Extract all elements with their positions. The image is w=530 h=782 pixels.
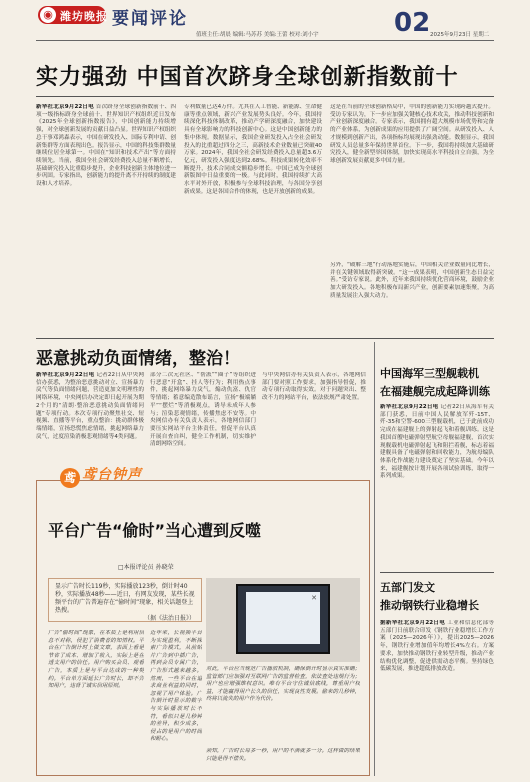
commentary-quote-source: （据《法治日报》） — [143, 615, 195, 622]
article1-column-2 — [184, 104, 322, 334]
article2-dateline: 新华社北京9月22日电 — [36, 372, 95, 378]
column-logo-icon: 鸢 — [60, 468, 80, 488]
right2-dateline: 据新华社北京9月22日电 — [380, 620, 446, 626]
commentary-col1-text: 广告“偷时间”现象，在本质上是利用信息不对称，侵犯了消费者的知情权。平台在广告倒计时上做文章，表面上看是节省了成本、增加了收入，实际上是在透支用户的信任。用户购买会员、观看广告，本质上是与平台达成的一种契约。平台单方面延长广告时长，却不告知用户，违背了诚实信用原则。 — [48, 630, 144, 690]
right1-headline-line1: 中国海军三型舰载机 — [380, 367, 479, 380]
right2-headline-line1: 五部门发文 — [380, 581, 435, 594]
article1-column-1 — [36, 104, 176, 334]
article1-headline: 实力强劲 中国首次跻身全球创新指数前十 — [36, 65, 459, 90]
right1-headline-line2: 在福建舰完成起降训练 — [380, 385, 490, 398]
page-number: 02 — [394, 8, 431, 38]
ad-popup-illustration — [246, 592, 320, 644]
right2-text: 工业和信息化部等五部门日前联合印发《钢铁行业稳增长工作方案（2025—2026年）》，提出2025—2026年，钢铁行业增加值年均增长4%左右。方案要求，加快推动钢铁行业转型升级，推动产业结构优化调整，促进供需动态平衡。坚持绿色低碳发展，推进超低排放改造。 — [380, 620, 494, 673]
commentary-column-3 — [206, 666, 360, 744]
article1-col3-text: 这是在当前的全球创新格局中，中国的创新能力实现跨越式提升。受访专家认为，下一步应加强关键核心技术攻关，推动科技创新和产业创新深度融合。专家表示，我国拥有超大规模市场优势和完备的产业体系，为创新成果的应用提供了广阔空间。从研发投入、人才规模到创新产出，各项指标均展现出强劲动能。数据显示，我国研发人员总量多年保持世界首位。下一步，我国将持续加大基础研究投入，健全新型举国体制，加快实现高水平科技自立自强，为全球创新发展贡献更多中国力量。 — [330, 104, 494, 164]
article1-column-3 — [330, 104, 494, 256]
commentary-col2-text: 近年来，长视频平台为实现盈利，不断探索广告模式，从前贴片广告到中插广告，再到会员专属广告，广告形式越来越多。然而，一些平台在追求商业利益的同时，忽视了用户体验。广告倒计时显示的数字与实际播放时长不符，看似只是几秒钟的差异，积少成多，侵占的是用户的时间和耐心。 — [150, 630, 202, 743]
commentary-column-3-bottom — [206, 748, 360, 772]
staff-credits: 值班主任:胡晨 编辑:马苏苏 美编:王蕾 校对:刘小宇 — [196, 32, 319, 38]
paper-logo-icon: ◉ — [40, 7, 56, 23]
right-column-divider — [374, 342, 375, 776]
right2-body — [380, 620, 494, 776]
article1-col1-text: 首次跻身全球创新指数前十、四项一级指标跻身全球前十、世界知识产权组织近日发布《2025年全球创新指数报告》，中国创新能力持续增强，对全球创新发展的贡献日益凸显。世界知识产权组织总干事邓鸿森表示，中国在研发投入、国际专利申请、创新集群等方面表现出色。报告显示，中国的科技集群数量继续位居全球第一。中国在“知识和技术产出”等方面持续领先。当前，我国全社会研发经费投入总量不断增长，基础研究投入比重稳步提升，企业科技创新主体地位进一步巩固。专家指出，创新能力的提升离不开持续的制度建设和人才培养。 — [36, 104, 176, 188]
commentary-headline: 平台广告“偷时”当心遭到反噬 — [48, 521, 262, 540]
masthead-divider — [36, 40, 494, 41]
commentary-col3-text: 对此，平台应当规范广告播放机制，确保倒计时显示真实准确；监管部门应加强对互联网广告的监督检查，依法查处违规行为；用户也应增强维权意识。唯有平台守住诚信底线，尊重用户权益，才能赢得用户长久的信任，实现良性发展。偷来的几秒钟，终将以流失的用户作为代价。 — [206, 666, 360, 703]
article1-col3-bottom-text: 另外，“破解三地”行动落地实施后，中国相关企业数量同比增长，并在关键领域取得新突破。“这一成果表明，中国创新生态日益完善。”受访专家说。此外，近年来我国持续优化营商环境，鼓励企业加大研发投入。各地积极布局新兴产业，创新要素加速集聚，为高质量发展注入强大动力。 — [330, 262, 494, 299]
article1-column-3-bottom — [330, 262, 494, 334]
article2-column-1 — [36, 372, 144, 470]
article2-col3-text: 与中央网信办有关负责人表示，各地网信部门要对照工作要求，加强指导督促，推动专项行动取得实效。对于问题突出、整改不力的网站平台，依法依规严肃处置。 — [262, 372, 366, 402]
section-title: 要闻评论 — [112, 9, 188, 29]
commentary-quote-box — [48, 578, 202, 622]
right1-text: 记者22日从海军有关部门获悉，日前中国人民解放军歼-15T、歼-35和空警-600三型舰载机，已于此前成功完成在福建舰上的弹射起飞和着舰训练。这是我国首艘电磁弹射型航空母舰福建舰，首次实现舰载机电磁弹射起飞和阻拦着舰，标志着福建舰具备了电磁弹射和回收能力，为航母编队体系化作战能力建设奠定了坚实基础。今年以来，福建舰按计划开展各项试验训练，取得一系列成果。 — [380, 404, 494, 480]
commentary-author: □本报评论员 孙晓荣 — [118, 564, 174, 571]
column-name: 鸢台钟声 — [82, 467, 142, 483]
commentary-illustration — [206, 578, 360, 662]
article2-col1-text: 记者22日从中央网信办获悉，为整治恶意挑动对立、宣扬暴力戾气等负面情绪问题，营造更加文明理性的网络环境，中央网信办决定即日起开展为期2个月的“清朗·整治恶意挑动负面情绪问题”专项行动。本次专项行动聚焦社交、短视频、直播等平台，重点整治：挑动群体极端情绪，宣扬恐慌焦虑情绪，挑起网络暴力戾气，过度渲染消极悲观情绪等4类问题。 — [36, 372, 144, 440]
article2-column-2 — [150, 372, 256, 470]
right2-headline-line2: 推动钢铁行业稳增长 — [380, 599, 479, 612]
commentary-quote: 显示广告时长119秒，实际播放123秒，倒计时40秒，实际播放48秒——近日，有网友发现，某些长视频平台的广告普遍存在“偷时间”现象，相关话题登上热搜。 — [55, 583, 195, 614]
headline-rule — [36, 96, 494, 97]
paper-name: 潍坊晚报 — [60, 10, 108, 23]
commentary-col3-bottom-text: 须知，广告时长每多一秒，用户的不满就多一分。这样做的结果只能是得不偿失。 — [206, 748, 360, 762]
section-rule — [36, 338, 494, 339]
article1-col2-text: 专利数量已达4万件。尤其在人工智能、新能源、生命健康等重点领域，新兴产业发展势头良好。今年，我国持续深化科技体制改革，推动产学研深度融合，加快建设具有全球影响力的科技创新中心。这是中国创新能力的集中体现。数据显示，我国企业研发投入占全社会研发投入的比重超过四分之三，高新技术企业数量已突破40万家。2024年，我国全社会研发经费投入总量超3.6万亿元，研发投入强度达到2.68%。科技成果转化效率不断提升，技术合同成交额稳步增长。中国已成为全球创新版图中日益重要的一极。与此同时，我国持续扩大高水平对外开放，积极参与全球科技治理，与各国分享创新成果。这是各国合作的体现，也是开放创新的成果。 — [184, 104, 322, 195]
right1-dateline: 新华社北京9月22日电 — [380, 404, 439, 410]
article1-dateline: 新华社北京9月22日电 — [36, 104, 94, 110]
right1-body — [380, 404, 494, 552]
commentary-column-1 — [48, 630, 144, 770]
issue-date: 2025年9月23日 星期二 — [430, 32, 490, 38]
article2-headline: 恶意挑动负面情绪，整治！ — [36, 349, 240, 369]
close-icon: ✕ — [311, 594, 317, 602]
right-column-rule — [380, 572, 494, 573]
masthead — [0, 0, 530, 42]
article2-col2-text: 部分二次元社区、“帮派”“圈子”等组织进行恶意“开盒”、挂人等行为；利用热点事件，挑起网络暴力戾气，煽动仇富、仇官等情绪；蓄意编造散布谣言，宣扬“极端躺平”“摆烂”等消极观点，诱导未成年人参与；渲染悲观情绪，传播焦虑不安等。中央网信办有关负责人表示，各地网信部门要压实网站平台主体责任，督促平台认真开展自查自纠，健全工作机制，切实维护清朗网络空间。 — [150, 372, 256, 448]
article2-column-3 — [262, 372, 366, 470]
commentary-column-2 — [150, 630, 202, 770]
